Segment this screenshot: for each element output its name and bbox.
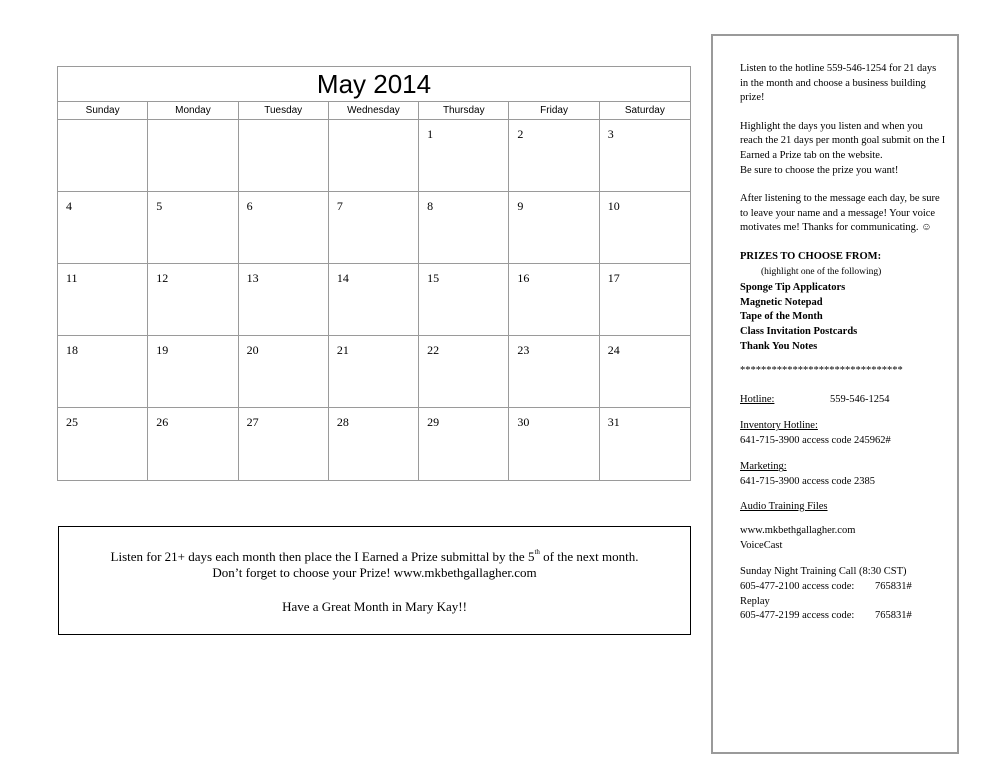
weekday-monday: Monday — [148, 102, 238, 119]
day-cell: 9 — [509, 192, 599, 264]
calendar-grid — [58, 120, 690, 480]
day-cell: 1 — [419, 120, 509, 192]
inventory-label: Inventory Hotline: — [740, 420, 818, 432]
day-cell: 15 — [419, 264, 509, 336]
sunday-call-text: Sunday Night Training Call (8:30 CST) — [740, 566, 907, 578]
day-cell: 24 — [600, 336, 690, 408]
day-cell: 2 — [509, 120, 599, 192]
day-cell — [329, 120, 419, 192]
replay-code-row — [740, 609, 947, 624]
day-cell: 10 — [600, 192, 690, 264]
hotline-number: 559-546-1254 — [830, 393, 890, 405]
weekday-wednesday: Wednesday — [329, 102, 419, 119]
day-cell: 19 — [148, 336, 238, 408]
prize-item: Class Invitation Postcards — [740, 325, 858, 337]
marketing-label: Marketing: — [740, 461, 787, 473]
sidebar-intro: Listen to the hotline 559-546-1254 for 21 days in the month and choose a business building prize! — [740, 63, 937, 104]
prizes-subheading: (highlight one of the following) — [761, 266, 882, 277]
note-line-1-text: Listen for 21+ days each month then place the I Earned a Prize submittal by the 5 — [110, 549, 535, 564]
calendar-title: May 2014 — [58, 67, 690, 102]
hotline-label: Hotline: — [740, 393, 775, 405]
sunday-code-label: 605-477-2100 access code: — [740, 581, 855, 593]
day-cell: 12 — [148, 264, 238, 336]
note-superscript: th — [534, 548, 540, 556]
day-cell: 23 — [509, 336, 599, 408]
sidebar-after: After listening to the message each day, be sure to leave your name and a message! Your voice motivates me! Thanks for communicating. ☺ — [740, 193, 940, 234]
inventory-value: 641-715-3900 access code 245962# — [740, 434, 891, 446]
day-cell: 21 — [329, 336, 419, 408]
day-cell: 17 — [600, 264, 690, 336]
day-cell — [148, 120, 238, 192]
sidebar-be-sure: Be sure to choose the prize you want! — [740, 164, 899, 176]
day-cell: 18 — [58, 336, 148, 408]
audio-label: Audio Training Files — [740, 500, 828, 512]
day-cell — [58, 120, 148, 192]
day-cell: 5 — [148, 192, 238, 264]
prize-item: Sponge Tip Applicators — [740, 282, 846, 294]
day-cell: 26 — [148, 408, 238, 480]
weekday-thursday: Thursday — [419, 102, 509, 119]
day-cell: 4 — [58, 192, 148, 264]
day-cell: 13 — [239, 264, 329, 336]
note-line-1 — [59, 549, 690, 565]
day-cell: 29 — [419, 408, 509, 480]
day-cell: 6 — [239, 192, 329, 264]
sunday-code-row — [740, 580, 947, 595]
note-line-1-end: of the next month. — [539, 549, 639, 564]
day-cell: 7 — [329, 192, 419, 264]
sidebar-highlight: Highlight the days you listen and when you reach the 21 days per month goal submit on the I Earned a Prize tab on the website. — [740, 120, 946, 161]
day-cell: 20 — [239, 336, 329, 408]
sunday-code: 765831# — [875, 581, 912, 593]
day-cell: 3 — [600, 120, 690, 192]
day-cell: 14 — [329, 264, 419, 336]
replay-code: 765831# — [875, 610, 912, 622]
day-cell: 22 — [419, 336, 509, 408]
marketing-value: 641-715-3900 access code 2385 — [740, 476, 876, 488]
day-cell: 27 — [239, 408, 329, 480]
prizes-heading: PRIZES TO CHOOSE FROM: — [740, 250, 882, 262]
star-divider: ******************************* — [740, 365, 903, 377]
day-cell: 28 — [329, 408, 419, 480]
weekday-friday: Friday — [509, 102, 599, 119]
replay-text: Replay — [740, 595, 770, 607]
prize-item: Thank You Notes — [740, 340, 818, 352]
day-cell — [239, 120, 329, 192]
prize-item: Tape of the Month — [740, 311, 823, 323]
weekday-header — [58, 102, 690, 120]
note-box — [58, 526, 691, 635]
hotline-row — [740, 393, 947, 408]
replay-code-label: 605-477-2199 access code: — [740, 610, 855, 622]
prize-item: Magnetic Notepad — [740, 296, 823, 308]
weekday-sunday: Sunday — [58, 102, 148, 119]
weekday-tuesday: Tuesday — [239, 102, 329, 119]
weekday-saturday: Saturday — [624, 105, 665, 116]
website-text: www.mkbethgallagher.com — [740, 525, 856, 537]
day-cell: 11 — [58, 264, 148, 336]
voicecast-text: VoiceCast — [740, 539, 783, 551]
sidebar — [711, 34, 959, 754]
day-cell: 25 — [58, 408, 148, 480]
day-cell: 8 — [419, 192, 509, 264]
day-cell: 16 — [509, 264, 599, 336]
day-cell: 30 — [509, 408, 599, 480]
calendar — [57, 66, 691, 481]
note-line-3: Have a Great Month in Mary Kay!! — [282, 599, 467, 614]
day-cell: 31 — [607, 415, 620, 429]
note-line-2: Don’t forget to choose your Prize! www.mkbethgallagher.com — [212, 565, 537, 580]
